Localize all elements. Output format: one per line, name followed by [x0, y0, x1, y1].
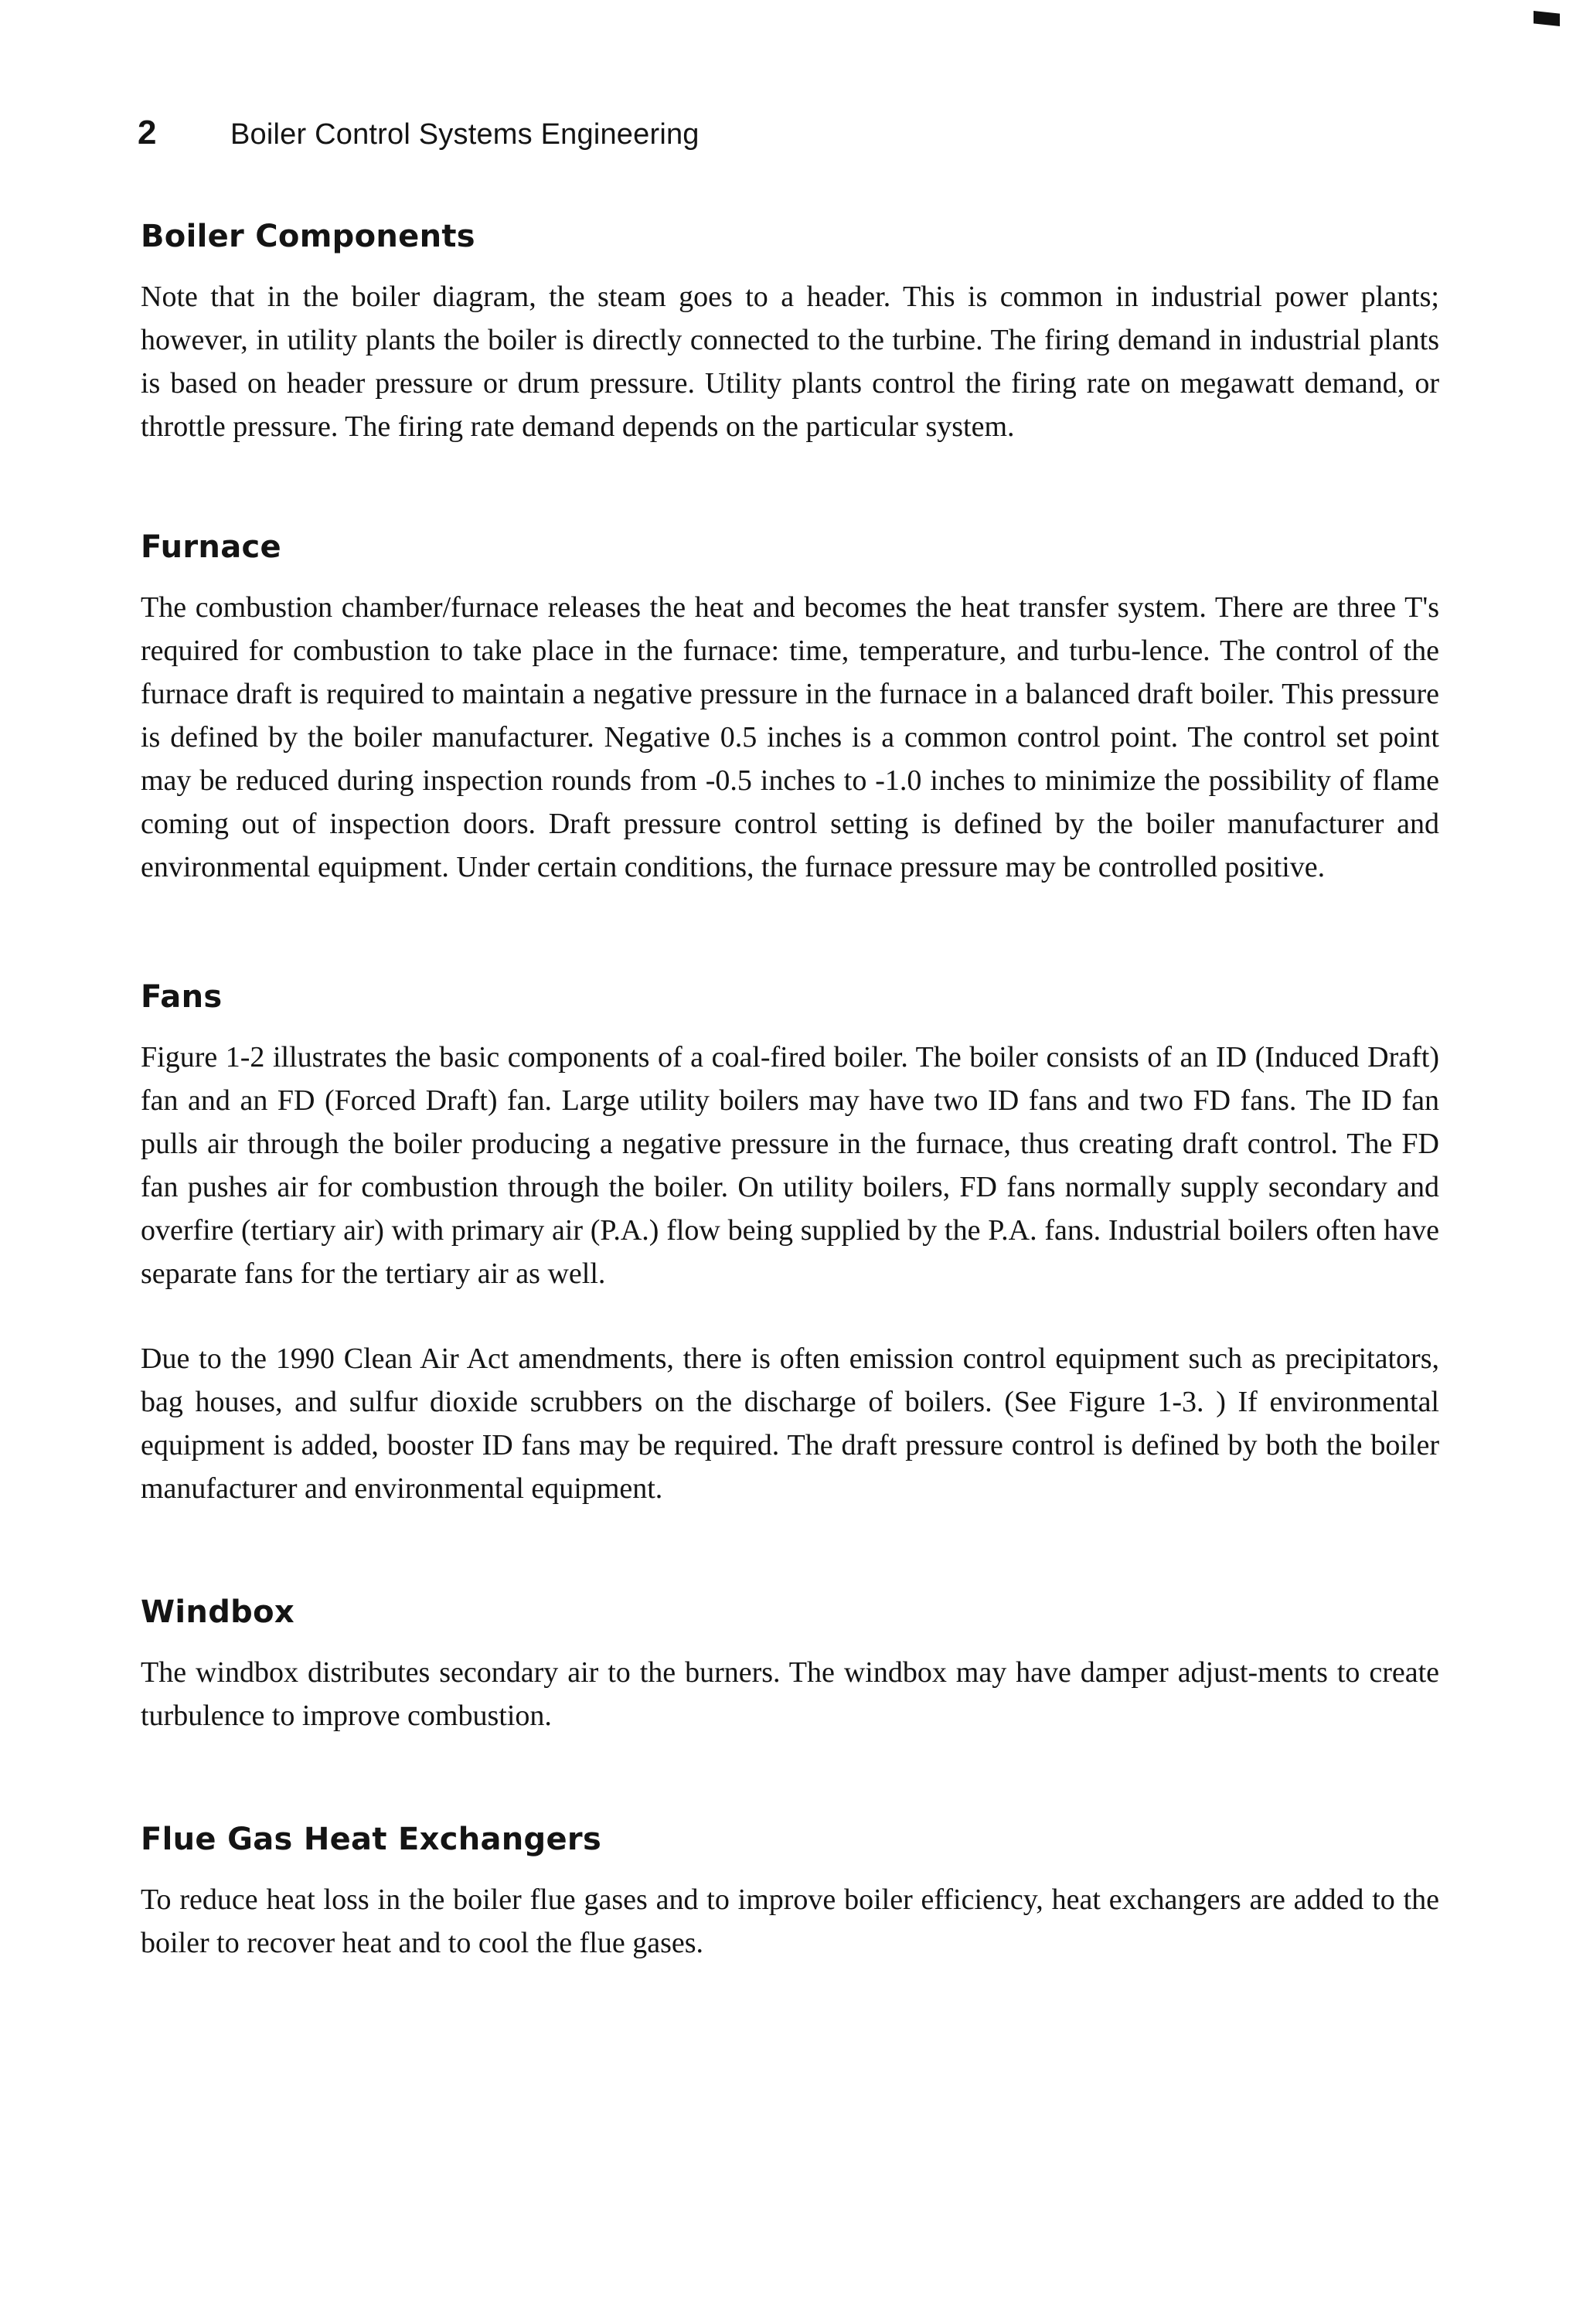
section-heading: Fans	[141, 979, 223, 1015]
section-fans	[141, 978, 1439, 1510]
book-title: Boiler Control Systems Engineering	[230, 118, 700, 151]
section-heading: Boiler Components	[141, 219, 475, 254]
section-paragraph: Note that in the boiler diagram, the steam goes to a header. This is common in industrial power plants; however, in utility plants the boiler is directly connected to the turbine. The firing demand in industrial plants is based on header pressure or drum pressure. Utility plants control the firing rate on megawatt demand, or throttle pressure. The firing rate demand depends on the particular system.	[141, 281, 1439, 443]
section-paragraph: The combustion chamber/furnace releases the heat and becomes the heat transfer system. There are three T's required for combustion to take place in the furnace: time, temperature, and turbu-lence. The control of the furnace draft is required to maintain a negative pressure in the furnace in a balanced draft boiler. This pressure is defined by the boiler manufacturer. Negative 0.5 inches is a common control point. The control set point may be reduced during inspection rounds from -0.5 inches to -1.0 inches to minimize the possibility of flame coming out of inspection doors. Draft pressure control setting is defined by the boiler manufacturer and environmental equipment. Under certain conditions, the furnace pressure may be controlled positive.	[141, 591, 1439, 883]
section-paragraph: Due to the 1990 Clean Air Act amendments, there is often emission control equipment such as precipitators, bag houses, and sulfur dioxide scrubbers on the discharge of boilers. (See Figure 1-3. ) If environmental equipment is added, booster ID fans may be required. The draft pressure control is defined by both the boiler manufacturer and environmental equipment.	[141, 1342, 1439, 1505]
section-paragraph: Figure 1-2 illustrates the basic components of a coal-fired boiler. The boiler consists of an ID (Induced Draft) fan and an FD (Forced Draft) fan. Large utility boilers may have two ID fans and two FD fans. The ID fan pulls air through the boiler producing a negative pressure in the furnace, thus creating draft control. The FD fan pushes air for combustion through the boiler. On utility boilers, FD fans normally supply secondary and overfire (tertiary air) with primary air (P.A.) flow being supplied by the P.A. fans. Industrial boilers often have separate fans for the tertiary air as well.	[141, 1041, 1439, 1290]
page-content	[141, 218, 1439, 2054]
section-heading: Flue Gas Heat Exchangers	[141, 1822, 602, 1857]
section-boiler-components	[141, 218, 1439, 448]
section-paragraph: To reduce heat loss in the boiler flue gases and to improve boiler efficiency, heat exchangers are added to the boiler to recover heat and to cool the flue gases.	[141, 1883, 1439, 1959]
section-windbox	[141, 1594, 1439, 1737]
section-heading: Furnace	[141, 529, 281, 565]
section-furnace	[141, 529, 1439, 889]
section-paragraph: The windbox distributes secondary air to the burners. The windbox may have damper adjust-ments to create turbulence to improve combustion.	[141, 1656, 1439, 1732]
scan-corner-mark	[1534, 11, 1560, 26]
section-flue-gas-heat-exchangers	[141, 1821, 1439, 1965]
page-number: 2	[138, 114, 157, 151]
section-heading: Windbox	[141, 1594, 294, 1630]
running-header	[138, 113, 1452, 159]
